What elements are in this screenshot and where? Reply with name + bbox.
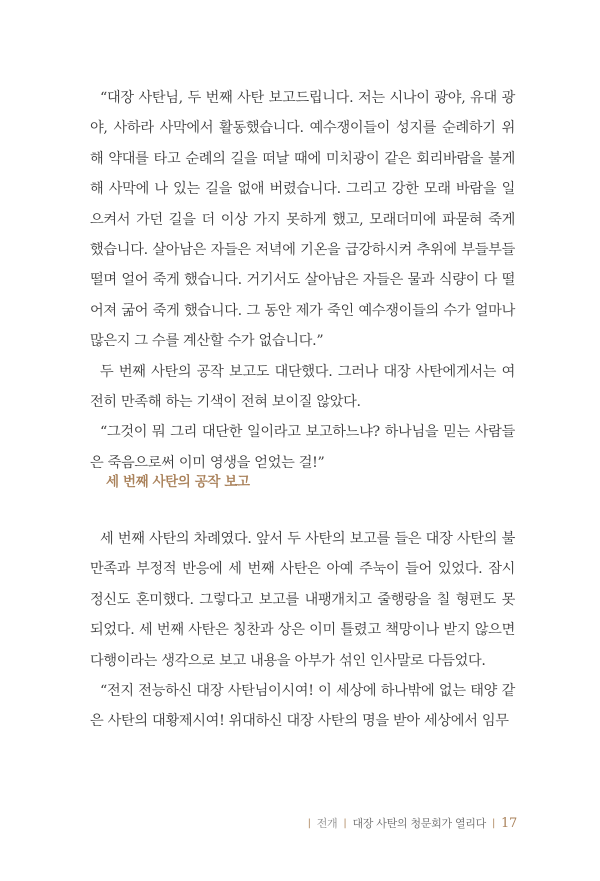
- paragraph-2: 두 번째 사탄의 공작 보고도 대단했다. 그러나 대장 사탄에게서는 여전히 만족해 하는 기색이 전혀 보이질 않았다.: [90, 363, 515, 411]
- footer-chapter-title: 대장 사탄의 청문회가 열리다: [352, 817, 486, 830]
- section-heading: 세 번째 사탄의 공작 보고: [106, 474, 250, 490]
- paragraph-3: “그것이 뭐 그리 대단한 일이라고 보고하느냐? 하나님을 믿는 사람들은 죽음으로써 이미 영생을 얻었는 걸!”: [90, 424, 515, 471]
- running-footer: [308, 815, 517, 831]
- body-text-block-2: [90, 524, 515, 737]
- footer-separator-mid: |: [343, 817, 347, 829]
- footer-part-label: 전개: [316, 817, 338, 830]
- paragraph-1: “대장 사탄님, 두 번째 사탄 보고드립니다. 저는 시나이 광야, 유대 광야, 사하라 사막에서 활동했습니다. 예수쟁이들이 성지를 순례하기 위해 약대를 타고 순례의 길을 떠날 때에 미치광이 같은 회리바람을 불게 해 사막에 나 있는 길을 없애 버렸습니다. 그리고 강한 모래 바람을 일으켜서 가던 길을 더 이상 가지 못하게 했고, 모래더미에 파묻혀 죽게 했습니다. 살아남은 자들은 저녁에 기온을 급강하시켜 추위에 부들부들 떨며 얼어 죽게 했습니다. 거기서도 살아남은 자들은 물과 식량이 다 떨어져 굶어 죽게 했습니다. 그 동안 제가 죽인 예수쟁이들의 수가 얼마나 많은지 그 수를 계산할 수가 없습니다.”: [90, 90, 515, 350]
- page-number: 17: [501, 815, 517, 831]
- paragraph-4: 세 번째 사탄의 차례였다. 앞서 두 사탄의 보고를 들은 대장 사탄의 불만족과 부정적 반응에 세 번째 사탄은 아예 주눅이 들어 있었다. 잠시 정신도 혼미했다. 그렇다고 보고를 내팽개치고 줄행랑을 칠 형편도 못 되었다. 세 번째 사탄은 칭찬과 상은 이미 틀렸고 책망이나 받지 않으면 다행이라는 생각으로 보고 내용을 아부가 섞인 인사말로 다듬었다.: [90, 531, 515, 669]
- footer-separator-left: |: [307, 817, 311, 829]
- paragraph-5: “전지 전능하신 대장 사탄님이시여! 이 세상에 하나밖에 없는 태양 같은 사탄의 대황제시여! 위대하신 대장 사탄의 명을 받아 세상에서 임무: [90, 683, 515, 730]
- footer-separator-right: |: [491, 817, 496, 829]
- body-text-block-1: [90, 83, 515, 478]
